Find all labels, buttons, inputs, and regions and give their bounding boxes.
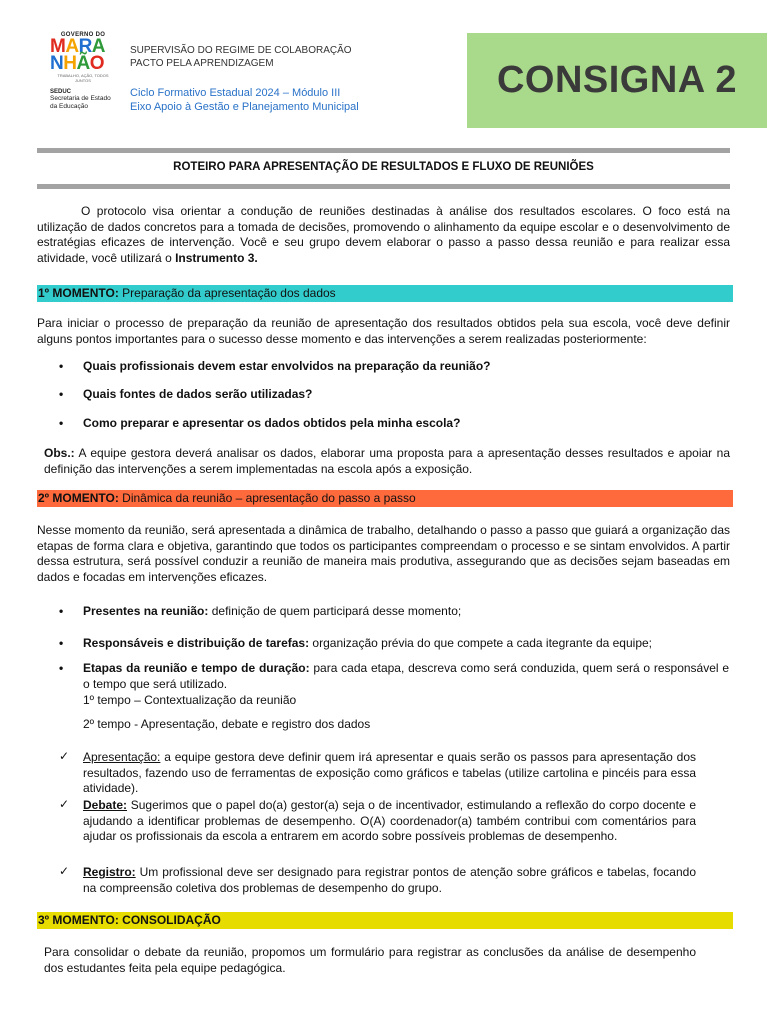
check-apresentacao: ✓ Apresentação: a equipe gestora deve definir quem irá apresentar e quais serão os passos para apresentação dos resultados, fazendo uso de ferramentas de exposição como gráficos e tabelas (utilize cartolina e pincéis para essa atividade). [59, 749, 696, 795]
checkmark-icon: ✓ [59, 864, 70, 878]
logo-word-line1: MARA [50, 36, 106, 57]
moment1-bullet-2: • Quais fontes de dados serão utilizadas? [59, 387, 313, 401]
moment3-bar: 3º MOMENTO: CONSOLIDAÇÃO [37, 912, 733, 929]
title-rule-bottom [37, 184, 730, 189]
moment2-bullet-etapas: • Etapas da reunião e tempo de duração: para cada etapa, descreva como será conduzida, quem será o responsável e o tempo que será utilizado. [59, 661, 729, 691]
header-blue-line1: Ciclo Formativo Estadual 2024 – Módulo III [130, 87, 341, 99]
document-title: ROTEIRO PARA APRESENTAÇÃO DE RESULTADOS E FLUXO DE REUNIÕES [173, 161, 594, 173]
moment2-paragraph: Nesse momento da reunião, será apresentada a dinâmica de trabalho, detalhando o passo a passo que guiará a organização das etapas de forma clara e objetiva, garantindo que todos os participantes compreendam o processo e se sintam envolvidos. A partir dessa estrutura, será possível conduzir a reunião de maneira mais produtiva, assegurando que as decisões sejam baseadas em dados e focadas em intervenções eficazes. [37, 523, 730, 584]
maranhao-logo [50, 32, 116, 130]
secretaria-line1: Secretaria de Estado [50, 95, 111, 102]
header-ciclo [130, 86, 359, 114]
consigna-badge: CONSIGNA 2 [467, 33, 767, 128]
header-blue-line2: Eixo Apoio à Gestão e Planejamento Municipal [130, 101, 359, 113]
tempo-2: 2º tempo - Apresentação, debate e registro dos dados [83, 717, 371, 731]
header-line1: SUPERVISÃO DO REGIME DE COLABORAÇÃO [130, 45, 352, 56]
checkmark-icon: ✓ [59, 749, 70, 763]
moment1-bullet-3: • Como preparar e apresentar os dados obtidos pela minha escola? [59, 416, 461, 430]
header-line2: PACTO PELA APRENDIZAGEM [130, 58, 274, 69]
secretaria-line2: da Educação [50, 102, 88, 110]
logo-word-line2: NHÃO [50, 53, 104, 74]
check-registro: ✓ Registro: Um profissional deve ser designado para registrar pontos de atenção sobre gráficos e tabelas, focando na compreensão coletiva dos problemas de desempenho do grupo. [59, 864, 696, 895]
moment1-paragraph: Para iniciar o processo de preparação da reunião de apresentação dos resultados obtidos pela sua escola, você deve definir alguns pontos importantes para o sucesso desse momento e das intervenções a serem realizadas posteriormente: [37, 316, 730, 346]
moment1-bullet-1: • Quais profissionais devem estar envolvidos na preparação da reunião? [59, 359, 491, 373]
checkmark-icon: ✓ [59, 797, 70, 811]
moment2-bullet-presentes: • Presentes na reunião: definição de quem participará desse momento; [59, 604, 462, 618]
moment1-obs: Obs.: A equipe gestora deverá analisar os dados, elaborar uma proposta para a apresentação desses resultados e apoiar na definição das intervenções a serem implementadas na escola após a exposição. [44, 446, 730, 476]
logo-gov-text: GOVERNO DO [60, 32, 106, 38]
seduc-label: SEDUC [50, 89, 72, 95]
moment2-bar: 2º MOMENTO: Dinâmica da reunião – apresentação do passo a passo [37, 490, 733, 507]
logo-slogan: TRABALHO, AÇÃO, TODOS JUNTOS [57, 73, 109, 83]
moment2-bullet-responsaveis: • Responsáveis e distribuição de tarefas: organização prévia do que compete a cada itegrante da equipe; [59, 636, 653, 650]
moment1-bar: 1º MOMENTO: Preparação da apresentação dos dados [37, 285, 733, 302]
check-debate: ✓ Debate: Sugerimos que o papel do(a) gestor(a) seja o de incentivador, estimulando a reflexão do corpo docente e ajudando a identificar problemas de desempenho. O(A) coordenador(a) também contribui com comentários para ajudar os profissionais da escola a entrarem em acordo sobre possíveis problemas de desempenho. [59, 797, 696, 843]
tempo-1: 1º tempo – Contextualização da reunião [83, 693, 297, 707]
header-supervisao [130, 44, 352, 70]
moment3-paragraph: Para consolidar o debate da reunião, propomos um formulário para registrar as conclusões da análise de desempenho dos estudantes feita pela equipe pedagógica. [44, 945, 696, 975]
title-rule-top [37, 148, 730, 153]
intro-paragraph: O protocolo visa orientar a condução de reuniões destinadas à análise dos resultados escolares. O foco está na utilização de dados concretos para a tomada de decisões, promovendo o alinhamento da equipe escolar e o desenvolvimento de estratégias eficazes de intervenção. Você e seu grupo devem elaborar o passo a passo dessa reunião e para realizar essa atividade, você utilizará o Instrumento 3. [37, 204, 730, 265]
